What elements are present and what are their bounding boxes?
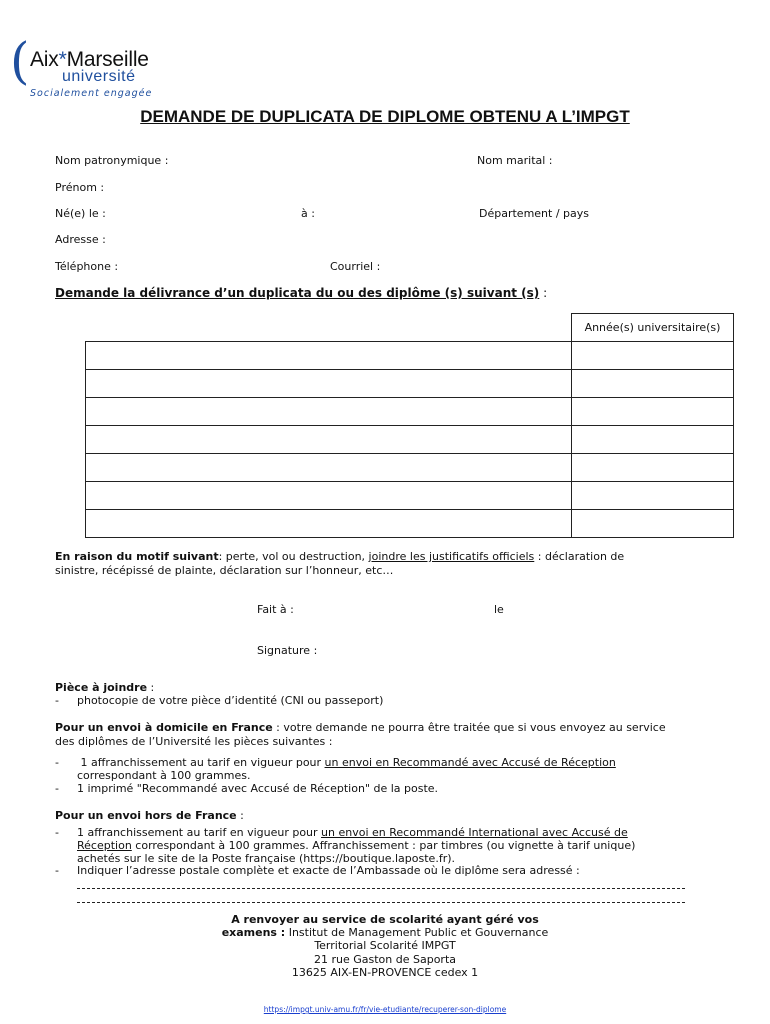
table-row (86, 370, 734, 398)
france-list (55, 757, 616, 795)
field-lieu: à : (301, 207, 315, 220)
university-logo (10, 32, 190, 104)
logo-bracket: ( (10, 32, 30, 90)
date-label: le (494, 603, 504, 616)
page-title: DEMANDE DE DUPLICATA DE DIPLOME OBTENU A L’IMPGT (140, 107, 630, 126)
list-item: - 1 affranchissement au tarif en vigueur pour un envoi en Recommandé avec Accusé de Réception correspondant à 100 grammes. (55, 756, 616, 782)
field-departement: Département / pays (479, 207, 589, 220)
piece-heading: Pièce à joindre : (55, 681, 155, 694)
field-nom-marital: Nom marital : (477, 154, 553, 167)
diploma-cell[interactable] (86, 454, 572, 482)
year-cell[interactable] (572, 426, 734, 454)
logo-line2: université (62, 68, 136, 85)
motif-paragraph: En raison du motif suivant: perte, vol ou destruction, joindre les justificatifs officiels : déclaration de sinistre, récépissé de plainte, déclaration sur l’honneur, etc… (55, 550, 625, 577)
table-row (86, 398, 734, 426)
field-courriel: Courriel : (330, 260, 381, 273)
table-header-row (86, 314, 734, 342)
field-adresse: Adresse : (55, 233, 106, 246)
diploma-cell[interactable] (86, 426, 572, 454)
logo-tagline: Socialement engagée (30, 88, 153, 99)
table-row (86, 510, 734, 538)
field-prenom: Prénom : (55, 181, 105, 194)
address-line-1[interactable] (77, 888, 685, 889)
field-nom-patronymique: Nom patronymique : (55, 154, 169, 167)
diploma-cell[interactable] (86, 370, 572, 398)
table-row (86, 454, 734, 482)
signature-label: Signature : (257, 644, 318, 657)
diplomas-table (85, 313, 734, 538)
diploma-cell[interactable] (86, 342, 572, 370)
table-row (86, 426, 734, 454)
fait-a-label: Fait à : (257, 603, 294, 616)
year-cell[interactable] (572, 510, 734, 538)
list-item: - 1 affranchissement au tarif en vigueur pour un envoi en Recommandé International avec Accusé de Réception correspondant à 100 grammes. Affranchissement : par timbres (ou vignette à tarif unique) achetés sur le site de la Poste française (https://boutique.laposte.fr). (55, 826, 636, 865)
piece-section (55, 682, 383, 708)
footer-link[interactable]: https://impgt.univ-amu.fr/fr/vie-etudiante/recuperer-son-diplome (263, 1005, 507, 1014)
year-cell[interactable] (572, 454, 734, 482)
abroad-list (55, 827, 635, 878)
diploma-cell[interactable] (86, 482, 572, 510)
logo-line1: Aix*Marseille (30, 48, 149, 71)
table-row (86, 482, 734, 510)
france-paragraph: Pour un envoi à domicile en France : votre demande ne pourra être traitée que si vous envoyez au service des diplômes de l’Université les pièces suivantes : (55, 721, 666, 748)
field-nee-le: Né(e) le : (55, 207, 106, 220)
list-item: - 1 imprimé "Recommandé avec Accusé de Réception" de la poste. (55, 781, 439, 795)
diploma-cell[interactable] (86, 510, 572, 538)
return-address: A renvoyer au service de scolarité ayant géré vos examens : Institut de Management Public et Gouvernance Territorial Scolarité IMPGT 21 rue Gaston de Saporta 13625 AIX-EN-PROVENCE cedex 1 (221, 913, 549, 979)
year-cell[interactable] (572, 482, 734, 510)
column-header-year: Année(s) universitaire(s) (572, 314, 734, 342)
year-cell[interactable] (572, 342, 734, 370)
table-row (86, 342, 734, 370)
diploma-cell[interactable] (86, 398, 572, 426)
year-cell[interactable] (572, 370, 734, 398)
logo-star-icon: * (58, 48, 67, 71)
diplomas-heading: Demande la délivrance d’un duplicata du ou des diplôme (s) suivant (s) : (55, 286, 548, 300)
abroad-heading: Pour un envoi hors de France : (55, 809, 244, 822)
list-item: - Indiquer l’adresse postale complète et exacte de l’Ambassade où le diplôme sera adressé : (55, 864, 580, 878)
field-telephone: Téléphone : (55, 260, 119, 273)
list-item: - photocopie de votre pièce d’identité (CNI ou passeport) (55, 693, 384, 707)
year-cell[interactable] (572, 398, 734, 426)
address-line-2[interactable] (77, 902, 685, 903)
